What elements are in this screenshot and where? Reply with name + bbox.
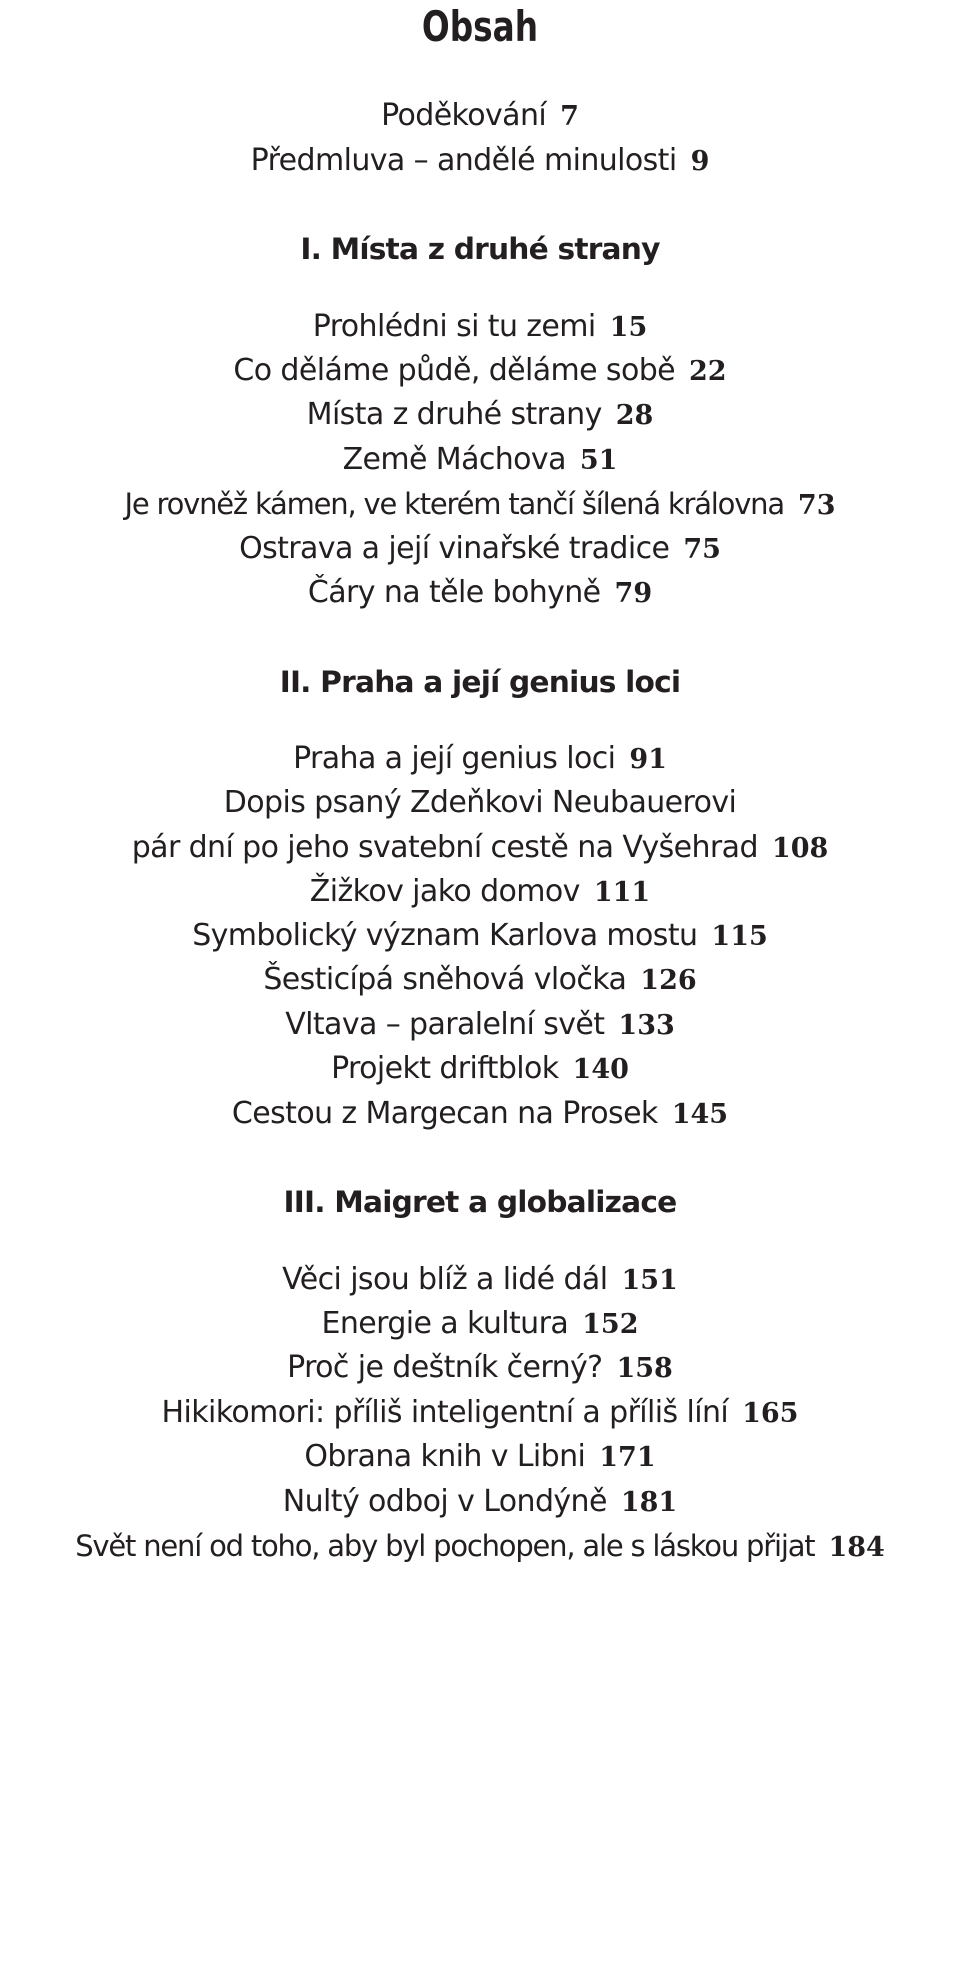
entry-page: 51	[579, 445, 618, 476]
toc-entry	[0, 1094, 960, 1135]
toc-entry	[0, 395, 960, 436]
entry-page: 165	[742, 1398, 799, 1429]
entry-page: 181	[620, 1487, 678, 1518]
toc-entry	[0, 529, 960, 570]
entry-page: 22	[689, 356, 727, 387]
entry-label: Dopis psaný Zdeňkovi Neubauerovi	[223, 785, 737, 820]
entry-page: 111	[593, 877, 651, 908]
section-heading: I. Místa z druhé strany	[300, 231, 660, 266]
entry-label: Poděkování	[381, 98, 547, 133]
entry-page: 126	[640, 965, 697, 996]
toc-entry	[0, 141, 960, 182]
toc-entry	[0, 1304, 960, 1345]
entry-page: 151	[621, 1265, 678, 1296]
entry-page: 184	[828, 1532, 885, 1563]
entry-page: 158	[616, 1353, 673, 1384]
entry-label: Nultý odboj v Londýně	[282, 1484, 607, 1519]
entry-label: Místa z druhé strany	[306, 397, 602, 432]
section-heading: III. Maigret a globalizace	[283, 1184, 677, 1219]
toc-entry	[0, 351, 960, 392]
entry-label: Svět není od toho, aby byl pochopen, ale s láskou přijat	[75, 1529, 815, 1563]
entry-label: Cestou z Margecan na Prosek	[231, 1096, 658, 1131]
entry-page: 91	[629, 744, 667, 775]
toc-entry	[0, 440, 960, 481]
entry-label: Praha a její genius loci	[293, 741, 616, 776]
entry-page: 108	[771, 833, 829, 864]
toc-entry	[0, 783, 960, 823]
entry-label: Obrana knih v Libni	[304, 1439, 586, 1474]
toc-entry	[0, 916, 960, 957]
entry-label: Hikikomori: příliš inteligentní a příliš líní	[161, 1395, 729, 1430]
entry-label: Projekt driftblok	[331, 1051, 559, 1086]
toc-entry	[0, 1005, 960, 1046]
entry-label: Předmluva – andělé minulosti	[250, 143, 677, 178]
entry-label: Země Máchova	[342, 442, 566, 477]
entry-label: Je rovněž kámen, ve kterém tančí šílená královna	[124, 487, 784, 521]
entry-label: Prohlédni si tu zemi	[312, 309, 596, 344]
toc-entry	[0, 1526, 960, 1568]
toc-entry	[0, 307, 960, 348]
entry-label: Žižkov jako domov	[309, 874, 580, 909]
entry-label: Proč je deštník černý?	[287, 1350, 603, 1385]
toc-entry	[0, 1482, 960, 1523]
entry-page: 140	[572, 1054, 629, 1085]
toc-entry	[0, 828, 960, 869]
entry-label: Šesticípá sněhová vločka	[263, 962, 627, 997]
entry-page: 7	[560, 101, 579, 132]
entry-page: 79	[614, 578, 653, 609]
entry-page: 145	[671, 1099, 729, 1130]
entry-label: Energie a kultura	[321, 1306, 569, 1341]
page-title: Obsah	[421, 2, 539, 51]
entry-page: 9	[690, 146, 710, 177]
entry-page: 115	[711, 921, 768, 952]
toc-entry	[0, 484, 960, 526]
toc-entry	[0, 573, 960, 614]
toc-entry	[0, 1348, 960, 1389]
entry-page: 152	[582, 1309, 639, 1340]
toc-entry	[0, 739, 960, 780]
entry-page: 75	[683, 534, 721, 565]
entry-page: 171	[599, 1442, 656, 1473]
entry-label: Věci jsou blíž a lidé dál	[282, 1262, 608, 1297]
entry-label: Symbolický význam Karlova mostu	[192, 918, 698, 953]
entry-label: pár dní po jeho svatební cestě na Vyšehrad	[131, 830, 758, 865]
entry-page: 28	[615, 400, 654, 431]
toc-entry	[0, 1393, 960, 1434]
toc-entry	[0, 1437, 960, 1478]
toc-entry	[0, 96, 960, 137]
toc-entry	[0, 1260, 960, 1301]
entry-label: Ostrava a její vinařské tradice	[239, 531, 670, 566]
entry-page: 15	[609, 312, 648, 343]
entry-page: 73	[797, 490, 836, 521]
entry-page: 133	[618, 1010, 675, 1041]
toc-entry	[0, 960, 960, 1001]
entry-label: Vltava – paralelní svět	[285, 1007, 605, 1042]
toc-entry	[0, 872, 960, 913]
entry-label: Co děláme půdě, děláme sobě	[233, 353, 676, 388]
toc-entry	[0, 1049, 960, 1090]
section-heading: II. Praha a její genius loci	[279, 664, 681, 699]
entry-label: Čáry na těle bohyně	[307, 575, 601, 610]
